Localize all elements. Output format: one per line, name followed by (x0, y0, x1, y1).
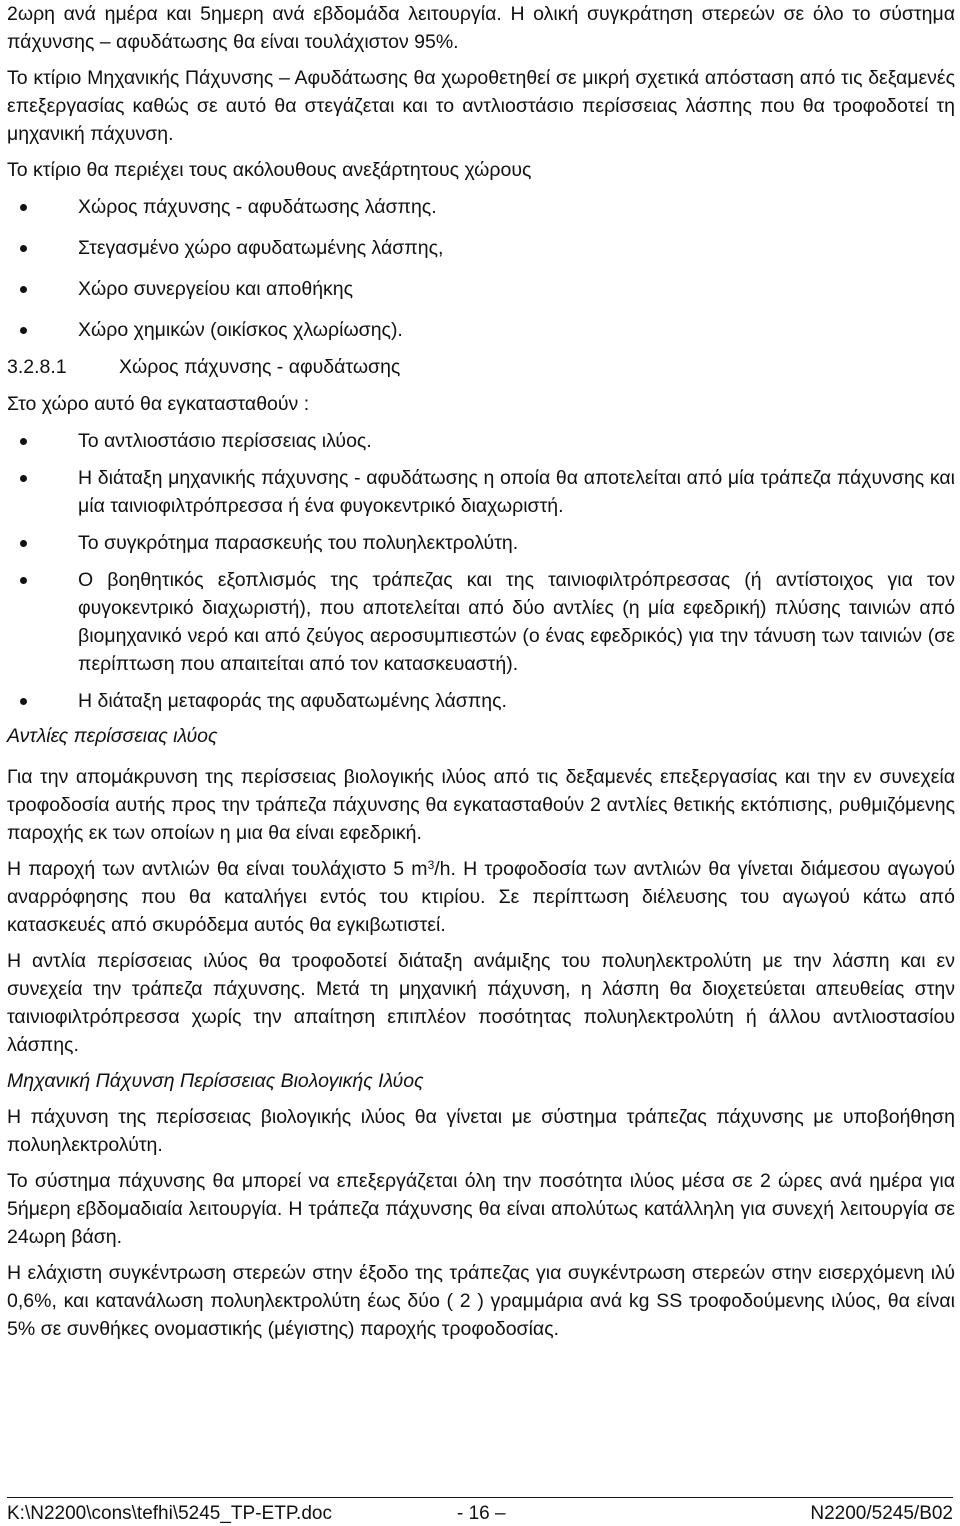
heading-thickening: Μηχανική Πάχυνση Περίσσειας Βιολογικής Ιλύος (7, 1070, 424, 1092)
page-footer (7, 1497, 953, 1524)
bullet-icon (20, 204, 27, 211)
paragraph-thickening-3: Η ελάχιστη συγκέντρωση στερεών στην έξοδο της τράπεζας για συγκέντρωση στερεών στην εισερχόμενη ιλύ 0,6%, και κατανάλωση πολυηλεκτρολύτη έως δύο ( 2 ) γραμμάρια ανά kg SS τροφοδούμενης ιλύος, θα είναι 5% σε συνθήκες ονομαστικής (μέγιστης) παροχής τροφοδοσίας. (7, 1262, 955, 1340)
list-item: Στεγασμένο χώρο αφυδατωμένης λάσπης, (7, 234, 955, 262)
list-item: Χώρο χημικών (οικίσκος χλωρίωσης). (7, 316, 955, 344)
paragraph-thickening-1: Η πάχυνση της περίσσειας βιολογικής ιλύος θα γίνεται με σύστημα τράπεζας πάχυνσης με υποβοήθηση πολυηλεκτρολύτη. (7, 1106, 955, 1156)
bullet-icon (20, 245, 27, 252)
spaces-list (7, 193, 955, 344)
list-item: Χώρο συνεργείου και αποθήκης (7, 275, 955, 303)
footer-file-path: K:\N2200\cons\tefhi\5245_TP-ETP.doc (7, 1503, 332, 1524)
bullet-icon (20, 577, 27, 584)
bullet-icon (20, 698, 27, 705)
bullet-icon (20, 438, 27, 445)
footer-document-ref: N2200/5245/B02 (810, 1503, 953, 1524)
paragraph-thickening-2: Το σύστημα πάχυνσης θα μπορεί να επεξεργάζεται όλη την ποσότητα ιλύος μέσα σε 2 ώρες ανά ημέρα για 5ήμερη εβδομαδιαία λειτουργία. Η τράπεζα πάχυνσης θα είναι απολύτως κατάλληλη για συνεχή λειτουργία σε 24ωρη βάση. (7, 1170, 955, 1248)
paragraph-spaces-intro: Το κτίριο θα περιέχει τους ακόλουθους ανεξάρτητους χώρους (7, 159, 532, 181)
page-content (7, 0, 955, 1343)
paragraph-operation: 2ωρη ανά ημέρα και 5ημερη ανά εβδομάδα λειτουργία. Η ολική συγκράτηση στερεών σε όλο το σύστημα πάχυνσης – αφυδάτωσης θα είναι τουλάχιστον 95%. (7, 3, 955, 53)
list-item: Η διάταξη μηχανικής πάχυνσης - αφυδάτωσης η οποία θα αποτελείται από μία τράπεζα πάχυνσης και μία ταινιοφιλτρόπρεσσα ή ένα φυγοκεντρικό διαχωριστή. (7, 464, 955, 520)
list-item: Το αντλιοστάσιο περίσσειας ιλύος. (7, 427, 955, 455)
bullet-icon (20, 327, 27, 334)
list-item: Ο βοηθητικός εξοπλισμός της τράπεζας και της ταινιοφιλτρόπρεσσας (ή αντίστοιχος για τον φυγοκεντρικό διαχωριστή), που αποτελείται από δύο αντλίες (η μία εφεδρική) πλύσης ταινιών από βιομηχανικό νερό και από ζεύγος αεροσυμπιεστών (ο ένας εφεδρικός) για την τάνυση των ταινιών (σε περίπτωση που απαιτείται από τον κατασκευαστή). (7, 566, 955, 678)
bullet-icon (20, 475, 27, 482)
list-item: Χώρος πάχυνσης - αφυδάτωσης λάσπης. (7, 193, 955, 221)
list-item: Η διάταξη μεταφοράς της αφυδατωμένης λάσπης. (7, 687, 955, 715)
paragraph-pumps-3: Η αντλία περίσσειας ιλύος θα τροφοδοτεί διάταξη ανάμιξης του πολυηλεκτρολύτη με την λάσπη και εν συνεχεία την τράπεζα πάχυνσης. Μετά τη μηχανική πάχυνση, η λάσπη θα διοχετεύεται απευθείας στην ταινιοφιλτρόπρεσσα χωρίς την απαίτηση επιπλέον ποσότητας πολυηλεκτρολύτη ή άλλου αντλιοστασίου λάσπης. (7, 950, 955, 1056)
paragraph-install-intro: Στο χώρο αυτό θα εγκατασταθούν : (7, 393, 310, 415)
bullet-icon (20, 540, 27, 547)
heading-pumps: Αντλίες περίσσειας ιλύος (7, 725, 218, 747)
footer-page-number: - 16 – (457, 1503, 506, 1524)
paragraph-pumps-2: Η παροχή των αντλιών θα είναι τουλάχιστο 5 $m^3/h$. Η τροφοδοσία των αντλιών θα γίνεται διάμεσου αγωγού αναρρόφησης που θα καταλήγει εντός του κτιρίου. Σε περίπτωση διέλευσης του αγωγού κάτω από κατασκευές από σκυρόδεμα αυτός θα εγκιβωτιστεί. (7, 858, 955, 936)
paragraph-pumps-1: Για την απομάκρυνση της περίσσειας βιολογικής ιλύος από τις δεξαμενές επεξεργασίας και την εν συνεχεία τροφοδοσία αυτής προς την τράπεζα πάχυνσης θα εγκατασταθούν 2 αντλίες θετικής εκτόπισης, ρυθμιζόμενης παροχής εκ των οποίων η μια θα είναι εφεδρική. (7, 766, 955, 844)
bullet-icon (20, 286, 27, 293)
paragraph-building: Το κτίριο Μηχανικής Πάχυνσης – Αφυδάτωσης θα χωροθετηθεί σε μικρή σχετικά απόσταση από τις δεξαμενές επεξεργασίας καθώς σε αυτό θα στεγάζεται και το αντλιοστάσιο περίσσειας λάσπης που θα τροφοδοτεί τη μηχανική πάχυνση. (7, 67, 955, 145)
section-heading (7, 353, 955, 381)
section-title: Χώρος πάχυνσης - αφυδάτωσης (119, 356, 401, 378)
installs-list (7, 427, 955, 715)
list-item: Το συγκρότημα παρασκευής του πολυηλεκτρολύτη. (7, 529, 955, 557)
section-number: 3.2.8.1 (7, 356, 67, 378)
